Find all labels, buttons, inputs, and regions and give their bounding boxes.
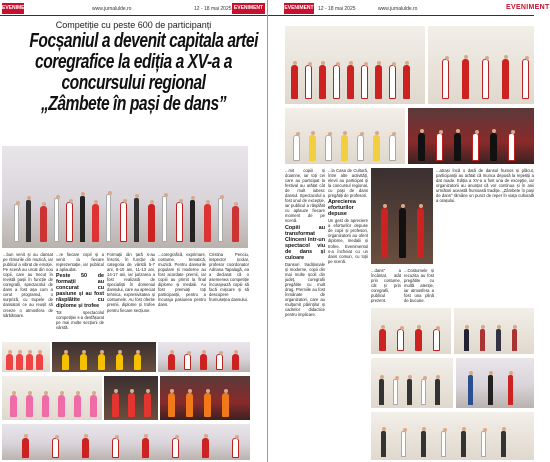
right-col4-text: ...Costumele și recuzita au fost pregătite cu multă atenție, iar atmosfera a fost una plină de bucurie. [404, 268, 434, 304]
right-col2-subhead: Aprecierea eforturilor depuse [328, 199, 356, 218]
left-col2-text: ...re fiecare copil și a venit la fiecare reprezentație, iar publicul a aplaudat. [56, 252, 104, 273]
left-bottom-photo-6 [160, 376, 250, 420]
left-text-column-4 [158, 252, 206, 338]
right-col1-subhead: Copiii au transformat Clinceni într-un spectacol viu de dans și culoare [285, 224, 325, 261]
left-col2-text2: Tot spectacolul competiției s-a desfășurat pe mai multe secțiuni de vârstă. [56, 310, 104, 331]
left-page-date: 12 - 18 mai 2025 [194, 6, 232, 12]
right-col2-text: ...la Casa de Cultură, între alte activități, elevii au participat și la concursul regional, cu pași de dans pregătiți de profesori. [328, 168, 368, 199]
right-text-column-4 [404, 268, 434, 304]
left-text-column-2 [56, 252, 104, 338]
left-page-header [0, 2, 267, 16]
left-page-logo: EVENIMENT [2, 3, 24, 14]
right-col2-text2: Un gest de apreciere a eforturilor depuse de copii și profesori, organizatorii au oferit diplome, medalii și trofee. Evenimentul s-a încheiat cu un dans comun, cu toții pe scenă. [328, 218, 368, 264]
right-page [267, 0, 550, 462]
right-text-column-5 [436, 168, 534, 304]
right-top-photo-1 [285, 26, 425, 104]
left-col1-text: ...bun venit și au dansat pe ritmurile din muzică, iar publicul a vibrat de emoție. Pe scenă au urcat din nou copii, care au trecut în revistă pașii în funcție de coregrafii, spectacolul de dans a fost așa cum a cerut programul, o surpriză, cu trupele de dansatori ce au reușit să creeze o atmosfera de sărbătoare. [3, 252, 53, 318]
left-text-column-5 [209, 252, 249, 338]
left-col2-subhead: Peste 50 de formații au concurat cu pasiune și au fost răsplătite cu diplome și trofee [56, 273, 104, 310]
right-page-logo: EVENIMENT [284, 3, 314, 14]
right-col3-text: ...dans” a încântat, atât prin costume, cât și prin coregrafii, publicul prezent. [371, 268, 401, 304]
left-bottom-photo-7 [2, 424, 250, 460]
right-page-date: 12 - 18 mai 2025 [318, 6, 356, 12]
right-text-column-1 [285, 168, 325, 460]
right-bottom-photo-1 [371, 308, 451, 354]
article-headline [29, 30, 258, 115]
left-bottom-photo-4 [2, 376, 102, 420]
right-text-column-2 [328, 168, 368, 460]
left-text-column-3 [107, 252, 155, 338]
right-page-header [268, 2, 550, 16]
right-middle-photo [371, 168, 433, 264]
left-bottom-photo-1 [2, 342, 50, 372]
right-bottom-photo-4 [456, 358, 534, 408]
left-col5-text: Cristina Penciu, inspector școlar, profesor coordonator Adriana Tapalagă, ea a declarat că o asemenea competiție încurajează copiii să facă mișcare și să descopere frumusețea dansului. [209, 252, 249, 303]
headline-line-4: „Zâmbete în pași de dans” [40, 93, 227, 115]
right-page-section: EVENIMENT [506, 4, 550, 11]
right-text-column-3 [371, 268, 401, 304]
left-bottom-photo-3 [158, 342, 250, 372]
left-page [0, 0, 267, 462]
right-bottom-photo-2 [454, 308, 534, 354]
right-bottom-photo-3 [371, 358, 453, 408]
main-group-photo [2, 146, 248, 248]
left-page-url: www.jurnalulde.ro [92, 6, 132, 12]
right-col5-text: ...atrași încă o dată de dansul frumos și plăcut, participanții au arătat că munca depusă la repetiții a dat roade. Ediția a XV-a a fost una de excepție, iar organizatorii au anunțat că vor continua și în anii următori această frumoasă tradiție. „Zâmbete în pași de dans” rămâne un punct de reper în viața culturală a orașului. [436, 168, 534, 204]
headline-line-1: Focșaniul a devenit capitala artei [29, 30, 258, 52]
right-bottom-photo-5 [371, 412, 534, 460]
right-photo-4 [408, 108, 534, 164]
right-col1-text2: Dansuri tradiționale și moderne, copii din mai multe școli din județ, coregrafii pregătite cu mult drag. Premiile au fost înmânate de organizatori, care au mulțumit părinților și cadrelor didactice pentru implicare. [285, 261, 325, 317]
left-bottom-photo-5 [104, 376, 158, 420]
left-page-logo-right: EVENIMENT [232, 3, 265, 14]
right-photo-3 [285, 108, 405, 164]
left-col3-text: Formații din țară s-au înscris, în funcție de categoria de vârstă 5-7 ani, 8-10 ani, 11-13 ani, 14-17 ani, iar jurizarea a fost realizată de specialiști în domeniul dansului, care au apreciat tehnica, expresivitatea și costumele. Au fost oferite premii, diplome și trofee pentru fiecare secțiune. [107, 252, 155, 313]
left-text-column-1 [3, 252, 53, 338]
left-bottom-photo-2 [52, 342, 156, 372]
headline-line-2: coregrafice la ediția a XV-a a [35, 51, 232, 73]
article-kicker: Competiție cu peste 600 de participanți [55, 20, 212, 30]
right-page-url: www.jurnalulde.ro [378, 6, 418, 12]
right-top-photo-2 [428, 26, 534, 104]
left-col4-text: ...coregrafică, exprimare, costume, tematică, muzică. Pentru dansurile populare și moderne au fost acordate premii, iar copiii au primit la final diplome și medalii. Au fost premiați toți participanții, pentru a încuraja pasiunea pentru dans. [158, 252, 206, 308]
headline-line-3: concursului regional [61, 72, 206, 94]
right-col1-text: ...mit copiii și doamne, iar toți cei care au participat la festival au arătat cât de mult iubesc dansul. Spectacolul a fost unul de excepție, iar publicul a răsplătit cu aplauze fiecare moment de pe scenă. [285, 168, 325, 224]
